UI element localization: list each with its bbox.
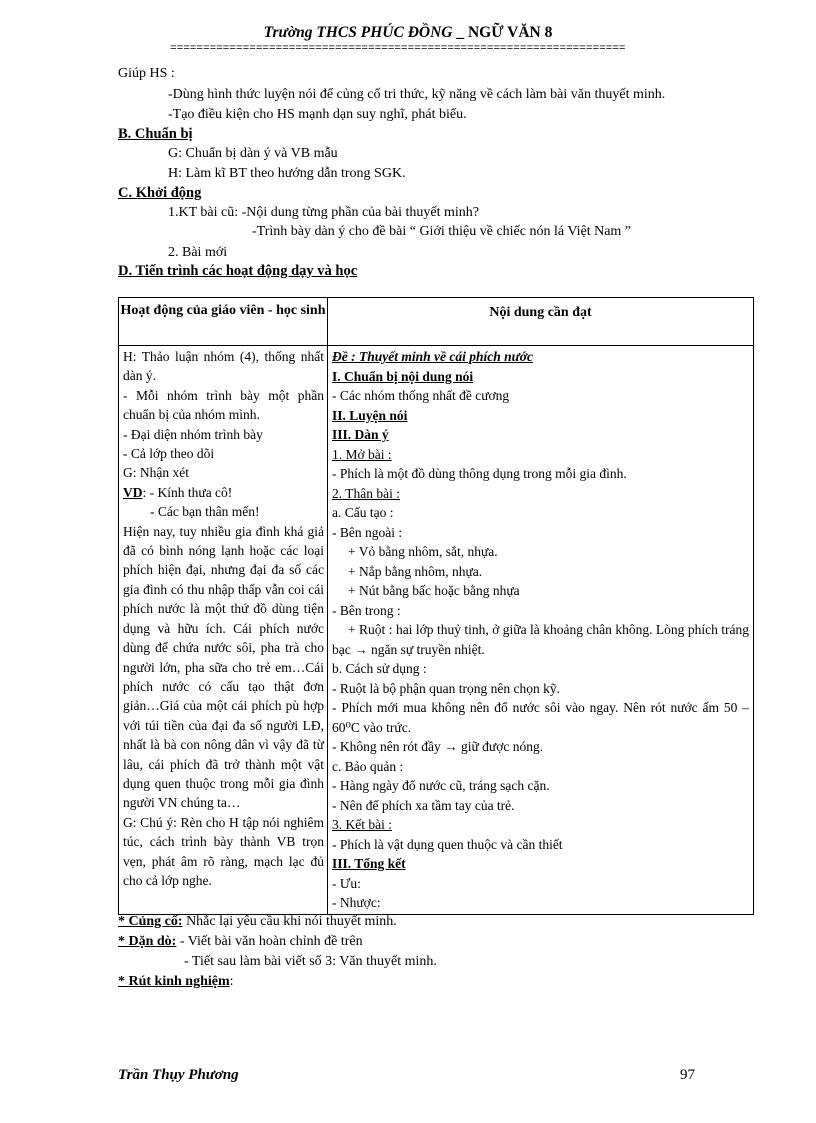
care-item-1: - Hàng ngày đổ nước cũ, tráng sạch cặn. (332, 778, 550, 793)
activity-follow: - Cả lớp theo dõi (123, 446, 215, 462)
part-1-heading: I. Chuẩn bị nội dung nói (332, 368, 474, 384)
inside-heading: - Bên trong : (332, 602, 401, 618)
summary-pros: - Ưu: (332, 875, 361, 891)
column-header-content: Nội dung cần đạt (328, 298, 754, 346)
section-b-title: B. Chuẩn bị (118, 126, 193, 142)
homework-label: * Dặn dò: (118, 934, 177, 949)
example-label: VD (123, 484, 143, 500)
consolidation-label: * Củng cố: (118, 914, 183, 929)
usage-heading: b. Cách sử dụng : (332, 661, 427, 676)
homework-line (118, 934, 363, 950)
care-item-2: - Nên để phích xa tầm tay của trẻ. (332, 797, 515, 813)
part-2-heading: II. Luyện nói (332, 407, 408, 423)
example-greeting-1 (123, 483, 324, 502)
outside-item-2: + Nắp bằng nhôm, nhựa. (348, 563, 483, 579)
section-b-teacher: G: Chuẩn bị dàn ý và VB mẫu (168, 146, 338, 161)
example-speech: Hiện nay, tuy nhiều gia đình khá giả đã có bình nóng lạnh hoặc các loại phích hiện đại, nhưng đại đa số các gia đình có thu nhập thấp vẫn coi cái phích nước là một thứ đồ dùng tiện dụng và hữu ích. Cái phích nước dùng để chứa nước sôi, pha trà cho người lớn, pha sữa cho trẻ em…Cái phích nước có cấu tạo thật đơn giản…Giá của một cái phích pù hợp với túi tiền của đại đa số người LĐ, nhất là bà con nông dân vì vậy đã từ lâu, cái phích đã trở thành một vật dụng quen thuộc trong mỗi gia đình người VN chúng ta… (123, 523, 324, 811)
inside-item-1: + Ruột : hai lớp thuỷ tinh, ở giữa là khoảng chân không. Lòng phích tráng bạc → ngăn sự truyền nhiệt. (332, 622, 749, 657)
structure-heading: a. Cấu tạo : (332, 505, 394, 520)
subject-name: NGỮ VĂN 8 (467, 24, 553, 41)
activity-groups: - Mỗi nhóm trình bày một phần chuẩn bị của nhóm mình. (123, 387, 324, 423)
page-number: 97 (680, 1067, 695, 1083)
summary-cons: - Nhược: (332, 895, 381, 910)
school-name: Trường THCS PHÚC ĐỒNG (263, 24, 453, 41)
section-c-check-2: -Trình bày dàn ý cho đề bài “ Giới thiệu về chiếc nón lá Việt Nam ” (252, 224, 632, 239)
conclusion-item: - Phích là vật dụng quen thuộc và cần thiết (332, 836, 563, 852)
page-header (0, 24, 816, 42)
example-greeting-text: : - Kính thưa cô! (142, 484, 233, 500)
section-b-student: H: Làm kĩ BT theo hướng dẫn trong SGK. (168, 166, 406, 181)
usage-item-2: - Phích mới mua không nên đổ nước sôi vào ngay. Nên rót nước ấm 50 – 60⁰C vào trức. (332, 700, 749, 735)
table-row (119, 346, 754, 915)
reflection-colon: : (229, 974, 234, 989)
intro-goal-1: -Dùng hình thức luyện nói để củng cố tri thức, kỹ năng về cách làm bài văn thuyết minh. (168, 87, 666, 102)
example-greeting-2: - Các bạn thân mến! (150, 504, 260, 520)
part-1-item: - Các nhóm thống nhất đề cương (332, 388, 510, 403)
outside-heading: - Bên ngoài : (332, 524, 403, 540)
body-heading: 2. Thân bài : (332, 485, 400, 501)
intro-goal-2: -Tạo điều kiện cho HS mạnh dạn suy nghĩ, phát biểu. (168, 107, 467, 122)
activity-discussion: H: Thảo luận nhóm (4), thống nhất dàn ý. (123, 349, 324, 384)
column-header-teacher: Hoạt động của giáo viên - học sinh (119, 298, 328, 346)
outside-item-1: + Vỏ bằng nhôm, sắt, nhựa. (348, 544, 498, 559)
consolidation-line (118, 914, 397, 930)
section-c-title: C. Khởi động (118, 185, 202, 201)
author-name: Trần Thụy Phương (118, 1067, 239, 1083)
section-d-title: D. Tiến trình các hoạt động dạy và học (118, 263, 358, 279)
conclusion-heading: 3. Kết bài : (332, 817, 392, 832)
summary-heading: III. Tổng kết (332, 856, 406, 871)
teacher-note: G: Chú ý: Rèn cho H tập nói nghiêm túc, cách trình bày thành VB trọn vẹn, phát âm rõ ràng, mạch lạc đủ cho cả lớp nghe. (123, 814, 324, 888)
homework-text-1: - Viết bài văn hoàn chỉnh đề trên (176, 934, 363, 949)
care-heading: c. Bảo quản : (332, 758, 404, 774)
section-c-new-lesson: 2. Bài mới (168, 245, 228, 260)
header-rule: ===================================================================== (170, 43, 626, 55)
content-cell (328, 346, 754, 915)
outside-item-3: + Nút bằng bấc hoặc bằng nhựa (348, 583, 520, 598)
part-3-heading: III. Dàn ý (332, 427, 389, 442)
usage-item-1: - Ruột là bộ phận quan trọng nên chọn kỹ. (332, 680, 560, 696)
section-c-check-1: 1.KT bài cũ: -Nội dung từng phần của bài thuyết minh? (168, 205, 479, 220)
intro-item: - Phích là một đồ dùng thông dụng trong mỗi gia đình. (332, 466, 627, 481)
consolidation-text: Nhắc lại yêu cầu khi nói thuyết minh. (182, 914, 397, 929)
intro-help: Giúp HS : (118, 66, 175, 81)
usage-item-3: - Không nên rót đầy → giữ được nóng. (332, 739, 544, 754)
reflection-label: * Rút kinh nghiệm (118, 974, 230, 989)
activity-comment: G: Nhận xét (123, 465, 189, 481)
activity-present: - Đại diện nhóm trình bày (123, 426, 263, 442)
homework-text-2: - Tiết sau làm bài viết số 3: Văn thuyết minh. (184, 954, 437, 969)
teacher-activity-cell (119, 346, 328, 915)
reflection-line (118, 974, 234, 990)
intro-heading: 1. Mở bài : (332, 446, 392, 462)
table-header-row (119, 298, 754, 346)
header-separator: _ (456, 24, 468, 41)
topic-title: Đề : Thuyết minh về cái phích nước (332, 349, 533, 364)
lesson-table (118, 297, 754, 915)
